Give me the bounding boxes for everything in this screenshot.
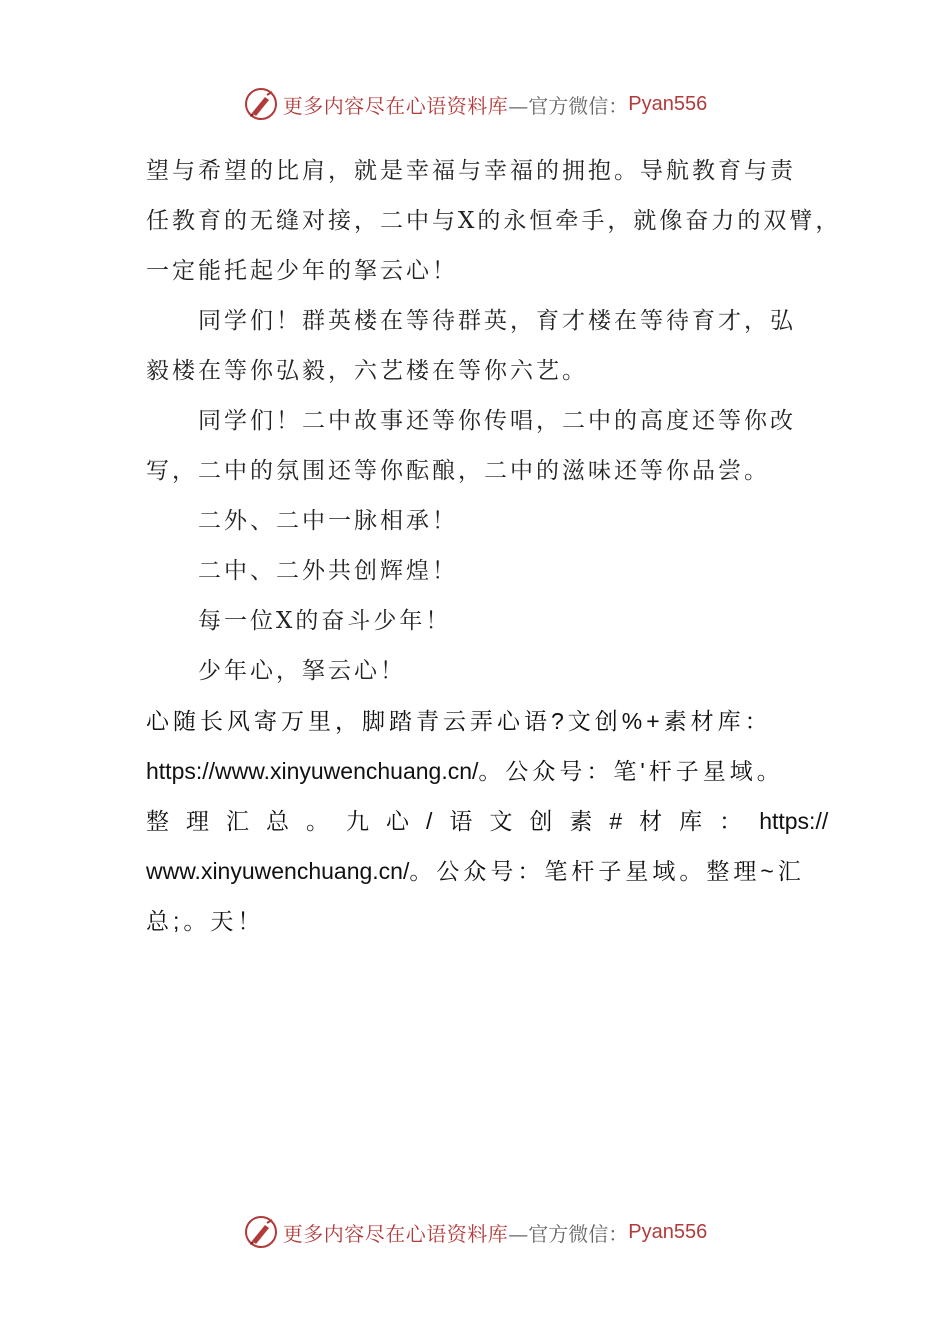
tail-line-3-text: 整理汇总。九心/语文创素#材库： bbox=[146, 808, 760, 834]
document-body bbox=[146, 146, 842, 946]
tail-line-2-rest: 。公众号：笔'杆子星域。 bbox=[478, 758, 784, 784]
footer-brand-text: 更多内容尽在心语资料库 bbox=[282, 1221, 509, 1246]
header-wechat-handle: Pyan556 bbox=[628, 92, 708, 115]
pen-nib-logo-icon bbox=[243, 86, 279, 122]
tail-url-2-start[interactable]: https:// bbox=[759, 808, 829, 834]
body-line-10: 每一位X的奋斗少年！ bbox=[198, 608, 452, 634]
body-line-8: 二外、二中一脉相承！ bbox=[198, 508, 458, 534]
body-line-6: 同学们！二中故事还等你传唱，二中的高度还等你改 bbox=[198, 408, 796, 434]
footer-separator-text: —官方微信： bbox=[508, 1221, 629, 1246]
body-line-11: 少年心，拏云心！ bbox=[198, 658, 406, 684]
footer-wechat-handle: Pyan556 bbox=[628, 1220, 708, 1243]
tail-line-5: 总;。天！ bbox=[146, 908, 265, 934]
tail-line-4 bbox=[146, 846, 810, 896]
tail-url-2-end[interactable]: www.xinyuwenchuang.cn/ bbox=[146, 858, 410, 884]
tail-url-1[interactable]: https://www.xinyuwenchuang.cn/ bbox=[146, 758, 479, 784]
page-header bbox=[0, 84, 950, 124]
body-line-2: 任教育的无缝对接，二中与X的永恒牵手，就像奋力的双臂， bbox=[146, 208, 842, 234]
header-separator-text: —官方微信： bbox=[508, 93, 629, 118]
body-line-7: 写，二中的氛围还等你酝酿，二中的滋味还等你品尝。 bbox=[146, 458, 770, 484]
tail-line-2 bbox=[146, 746, 810, 796]
body-line-9: 二中、二外共创辉煌！ bbox=[198, 558, 458, 584]
tail-line-4-rest: 。公众号：笔杆子星域。整理~汇 bbox=[409, 858, 805, 884]
pen-nib-logo-icon bbox=[243, 1214, 279, 1250]
header-brand-text: 更多内容尽在心语资料库 bbox=[282, 93, 509, 118]
tail-line-3 bbox=[146, 796, 829, 846]
page-footer bbox=[0, 1212, 950, 1252]
tail-line-1: 心随长风寄万里，脚踏青云弄心语?文创%+素材库： bbox=[146, 708, 772, 734]
body-line-5: 毅楼在等你弘毅，六艺楼在等你六艺。 bbox=[146, 358, 588, 384]
body-line-3: 一定能托起少年的拏云心！ bbox=[146, 258, 458, 284]
body-line-4: 同学们！群英楼在等待群英，育才楼在等待育才，弘 bbox=[198, 308, 796, 334]
body-line-1: 望与希望的比肩，就是幸福与幸福的拥抱。导航教育与责 bbox=[146, 158, 796, 184]
